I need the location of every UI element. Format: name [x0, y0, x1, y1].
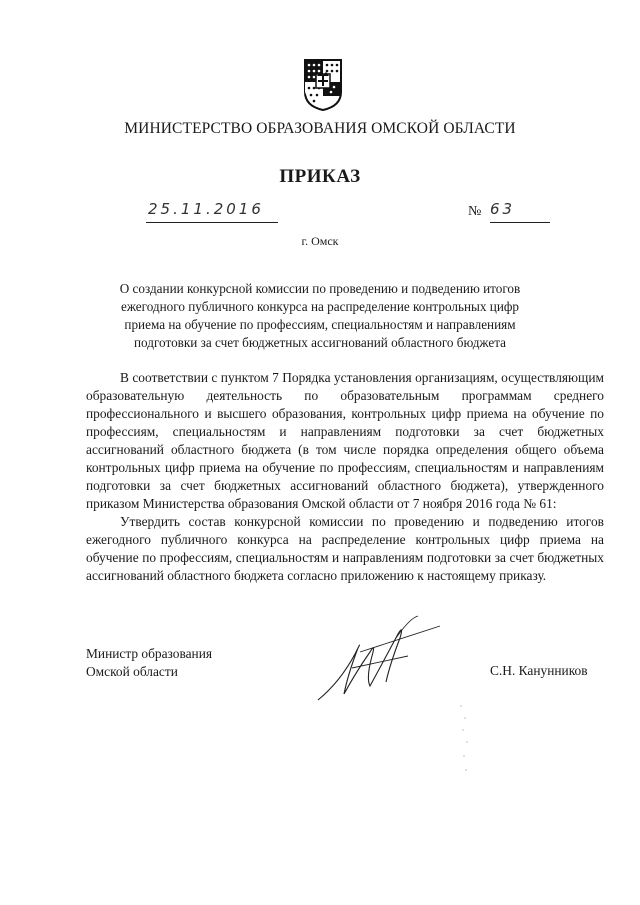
signer-position-line-2: Омской области [86, 664, 178, 679]
coat-of-arms-emblem [303, 58, 343, 112]
signer-position [86, 645, 212, 681]
scan-dots-decoration [455, 700, 475, 780]
order-subject: О создании конкурсной комиссии по проведению и подведению итогов ежегодного публичного конкурса на распределение контрольных цифр приема на обучение по профессиям, специальностям и направлениям подготовки за счет бюджетных ассигнований областного бюджета [119, 281, 521, 350]
order-number: 63 [490, 200, 516, 218]
city: г. Омск [301, 234, 339, 248]
ministry-name: МИНИСТЕРСТВО ОБРАЗОВАНИЯ ОМСКОЙ ОБЛАСТИ [124, 120, 516, 137]
body-paragraph-1: В соответствии с пунктом 7 Порядка установления организациям, осуществляющим образовательную деятельность по образовательным программам среднего профессионального и высшего образования, контрольных цифр приема на обучение по профессиям, специальностям и направлениям подготовки за счет бюджетных ассигнований областного бюджета (в том числе порядка определения общего объема контрольных цифр приема на обучение по профессиям, специальностям и направлениям подготовки за счет бюджетных ассигнований областного бюджета), утвержденного приказом Министерства образования Омской области от 7 ноября 2016 года № 61: [86, 370, 604, 511]
order-number-field [490, 200, 550, 223]
order-number-sign: № [468, 204, 482, 219]
order-date-field [146, 200, 278, 223]
body-paragraph-2: Утвердить состав конкурсной комиссии по проведению и подведению итогов ежегодного публичного конкурса на распределение контрольных цифр приема на обучение по профессиям, специальностям и направлениям подготовки за счет бюджетных ассигнований областного бюджета согласно приложению к настоящему приказу. [86, 514, 604, 583]
signer-name: С.Н. Канунников [490, 663, 588, 678]
signer-position-line-1: Министр образования [86, 646, 213, 661]
order-date: 25.11.2016 [148, 200, 264, 218]
order-body [86, 369, 604, 585]
document-title: ПРИКАЗ [279, 166, 361, 187]
handwritten-signature [300, 612, 450, 707]
